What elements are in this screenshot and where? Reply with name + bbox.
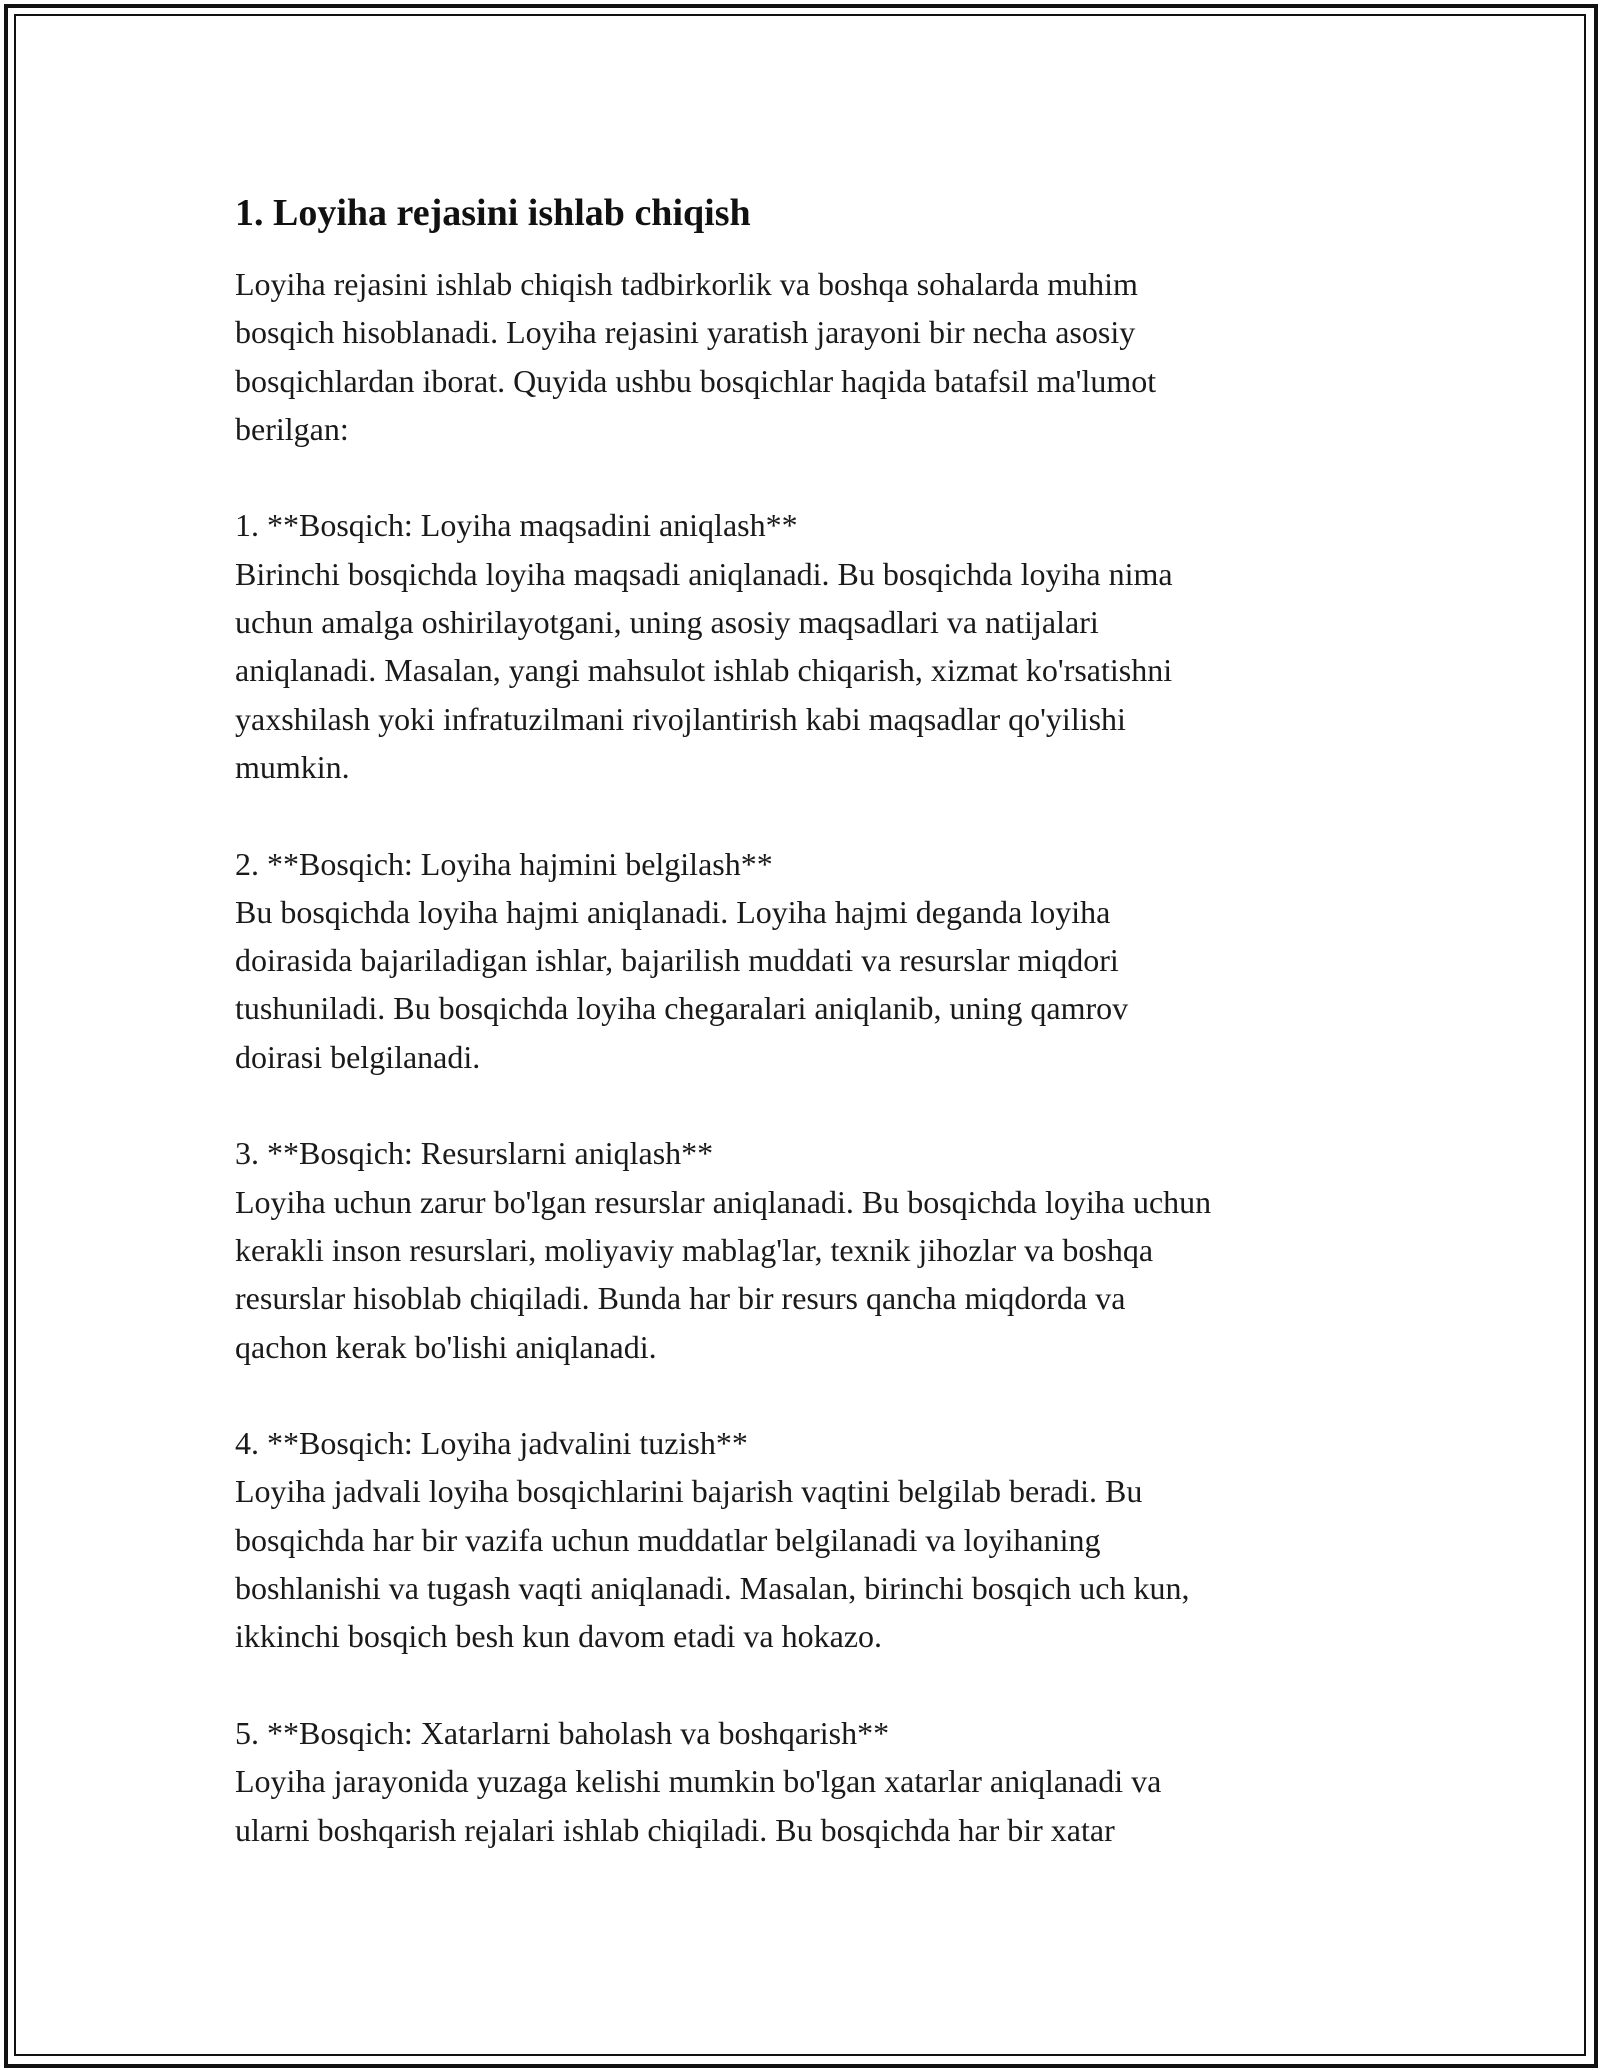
step-5 (235, 1709, 1365, 1854)
step-2 (235, 840, 1365, 1081)
intro-paragraph: Loyiha rejasini ishlab chiqish tadbirkorlik va boshqa sohalarda muhim bosqich hisoblanadi. Loyiha rejasini yaratish jarayoni bir necha asosiy bosqichlardan iborat. Quyida ushbu bosqichlar haqida batafsil ma'lumot berilgan: (235, 266, 1157, 447)
step-1 (235, 501, 1365, 791)
step-body: Loyiha uchun zarur bo'lgan resurslar aniqlanadi. Bu bosqichda loyiha uchun kerakli inson resurslari, moliyaviy mablag'lar, texnik jihozlar va boshqa resurslar hisoblab chiqiladi. Bunda har bir resurs qancha miqdorda va qachon kerak bo'lishi aniqlanadi. (235, 1183, 1212, 1365)
step-4 (235, 1419, 1365, 1660)
step-3 (235, 1129, 1365, 1370)
document-title: 1. Loyiha rejasini ishlab chiqish (235, 192, 751, 234)
step-heading: 2. **Bosqich: Loyiha hajmini belgilash** (235, 845, 773, 882)
step-body: Birinchi bosqichda loyiha maqsadi aniqlanadi. Bu bosqichda loyiha nima uchun amalga oshirilayotgani, uning asosiy maqsadlari va natijalari aniqlanadi. Masalan, yangi mahsulot ishlab chiqarish, xizmat ko'rsatishni yaxshilash yoki infratuzilmani rivojlantirish kabi maqsadlar qo'yilishi mumkin. (235, 555, 1173, 785)
step-body: Loyiha jarayonida yuzaga kelishi mumkin bo'lgan xatarlar aniqlanadi va ularni boshqarish rejalari ishlab chiqiladi. Bu bosqichda har bir xatar (235, 1763, 1162, 1848)
step-body: Loyiha jadvali loyiha bosqichlarini bajarish vaqtini belgilab beradi. Bu bosqichda har bir vazifa uchun muddatlar belgilanadi va loyihaning boshlanishi va tugash vaqti aniqlanadi. Masalan, birinchi bosqich uch kun, ikkinchi bosqich besh kun davom etadi va hokazo. (235, 1473, 1190, 1655)
step-heading: 5. **Bosqich: Xatarlarni baholash va boshqarish** (235, 1714, 890, 1751)
document-content (235, 188, 1365, 1854)
step-heading: 1. **Bosqich: Loyiha maqsadini aniqlash** (235, 507, 798, 544)
step-heading: 4. **Bosqich: Loyiha jadvalini tuzish** (235, 1425, 748, 1462)
step-body: Bu bosqichda loyiha hajmi aniqlanadi. Loyiha hajmi deganda loyiha doirasida bajariladigan ishlar, bajarilish muddati va resurslar miqdori tushuniladi. Bu bosqichda loyiha chegaralari aniqlanib, uning qamrov doirasi belgilanadi. (235, 893, 1129, 1075)
step-heading: 3. **Bosqich: Resurslarni aniqlash** (235, 1135, 714, 1172)
